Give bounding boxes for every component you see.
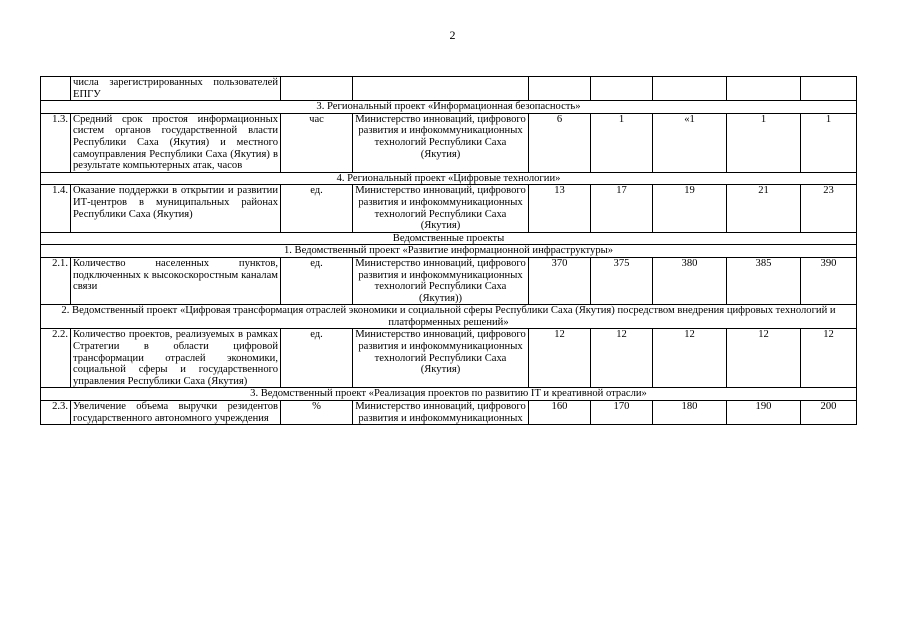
indicator-name-cell: числа зарегистрированных пользователей ЕПГУ bbox=[71, 77, 281, 101]
responsible-org-cell: Министерство инноваций, цифрового развития и инфокоммуникационных технологий Республики Саха (Якутия) bbox=[353, 113, 529, 172]
section-header-row bbox=[41, 305, 857, 329]
value-cell: 13 bbox=[529, 185, 591, 232]
value-cell: 12 bbox=[591, 329, 653, 388]
value-cell: 1 bbox=[591, 113, 653, 172]
value-cell bbox=[591, 77, 653, 101]
table-row bbox=[41, 77, 857, 101]
value-cell: 370 bbox=[529, 257, 591, 304]
section-header-row bbox=[41, 172, 857, 185]
value-cell bbox=[801, 77, 857, 101]
value-cell: 21 bbox=[727, 185, 801, 232]
section-title: 3. Региональный проект «Информационная безопасность» bbox=[41, 101, 857, 114]
row-number-cell: 1.4. bbox=[41, 185, 71, 232]
section-header-row bbox=[41, 101, 857, 114]
unit-cell: ед. bbox=[281, 185, 353, 232]
table-row bbox=[41, 401, 857, 425]
value-cell: 23 bbox=[801, 185, 857, 232]
table-row bbox=[41, 257, 857, 304]
indicator-name-cell: Количество проектов, реализуемых в рамках Стратегии в области цифровой трансформации отраслей экономики, социальной сферы и государственного управления Республики Саха (Якутия) bbox=[71, 329, 281, 388]
value-cell: 190 bbox=[727, 401, 801, 425]
indicators-table bbox=[40, 76, 857, 425]
responsible-org-cell bbox=[353, 77, 529, 101]
value-cell: 12 bbox=[529, 329, 591, 388]
responsible-org-cell: Министерство инноваций, цифрового развития и инфокоммуникационных технологий Республики Саха (Якутия) bbox=[353, 185, 529, 232]
section-title: 1. Ведомственный проект «Развитие информационной инфраструктуры» bbox=[41, 245, 857, 258]
row-number-cell: 1.3. bbox=[41, 113, 71, 172]
indicator-name-cell: Количество населенных пунктов, подключенных к высокоскоростным каналам связи bbox=[71, 257, 281, 304]
value-cell: «1 bbox=[653, 113, 727, 172]
value-cell: 12 bbox=[801, 329, 857, 388]
value-cell: 180 bbox=[653, 401, 727, 425]
value-cell: 160 bbox=[529, 401, 591, 425]
value-cell: 12 bbox=[653, 329, 727, 388]
section-title: 2. Ведомственный проект «Цифровая трансформация отраслей экономики и социальной сферы Республики Саха (Якутия) посредством внедрения цифровых технологий и платформенных решений» bbox=[41, 305, 857, 329]
value-cell: 170 bbox=[591, 401, 653, 425]
table-row bbox=[41, 185, 857, 232]
value-cell: 385 bbox=[727, 257, 801, 304]
indicators-table-body bbox=[41, 77, 857, 425]
value-cell bbox=[727, 77, 801, 101]
responsible-org-cell: Министерство инноваций, цифрового развития и инфокоммуникационных bbox=[353, 401, 529, 425]
indicator-name-cell: Оказание поддержки в открытии и развитии ИТ-центров в муниципальных районах Республики Саха (Якутия) bbox=[71, 185, 281, 232]
row-number-cell: 2.1. bbox=[41, 257, 71, 304]
section-header-row bbox=[41, 232, 857, 245]
row-number-cell: 2.3. bbox=[41, 401, 71, 425]
value-cell: 375 bbox=[591, 257, 653, 304]
table-row bbox=[41, 113, 857, 172]
value-cell: 1 bbox=[801, 113, 857, 172]
responsible-org-cell: Министерство инноваций, цифрового развития и инфокоммуникационных технологий Республики Саха (Якутия)) bbox=[353, 257, 529, 304]
responsible-org-cell: Министерство инноваций, цифрового развития и инфокоммуникационных технологий Республики Саха (Якутия) bbox=[353, 329, 529, 388]
section-title: 3. Ведомственный проект «Реализация проектов по развитию IT и креативной отрасли» bbox=[41, 388, 857, 401]
value-cell: 380 bbox=[653, 257, 727, 304]
value-cell: 12 bbox=[727, 329, 801, 388]
value-cell bbox=[529, 77, 591, 101]
page-number: 2 bbox=[449, 28, 456, 42]
value-cell: 17 bbox=[591, 185, 653, 232]
section-title: Ведомственные проекты bbox=[41, 232, 857, 245]
value-cell: 200 bbox=[801, 401, 857, 425]
value-cell: 390 bbox=[801, 257, 857, 304]
unit-cell: ед. bbox=[281, 329, 353, 388]
unit-cell: час bbox=[281, 113, 353, 172]
section-title: 4. Региональный проект «Цифровые технологии» bbox=[41, 172, 857, 185]
indicator-name-cell: Средний срок простоя информационных систем органов государственной власти Республики Саха (Якутия) и местного самоуправления Республики Саха (Якутия) в результате компьютерных атак, часов bbox=[71, 113, 281, 172]
value-cell bbox=[653, 77, 727, 101]
indicator-name-cell: Увеличение объема выручки резидентов государственного автономного учреждения bbox=[71, 401, 281, 425]
section-header-row bbox=[41, 245, 857, 258]
unit-cell bbox=[281, 77, 353, 101]
value-cell: 19 bbox=[653, 185, 727, 232]
value-cell: 6 bbox=[529, 113, 591, 172]
unit-cell: % bbox=[281, 401, 353, 425]
section-header-row bbox=[41, 388, 857, 401]
row-number-cell: 2.2. bbox=[41, 329, 71, 388]
table-row bbox=[41, 329, 857, 388]
unit-cell: ед. bbox=[281, 257, 353, 304]
row-number-cell bbox=[41, 77, 71, 101]
value-cell: 1 bbox=[727, 113, 801, 172]
